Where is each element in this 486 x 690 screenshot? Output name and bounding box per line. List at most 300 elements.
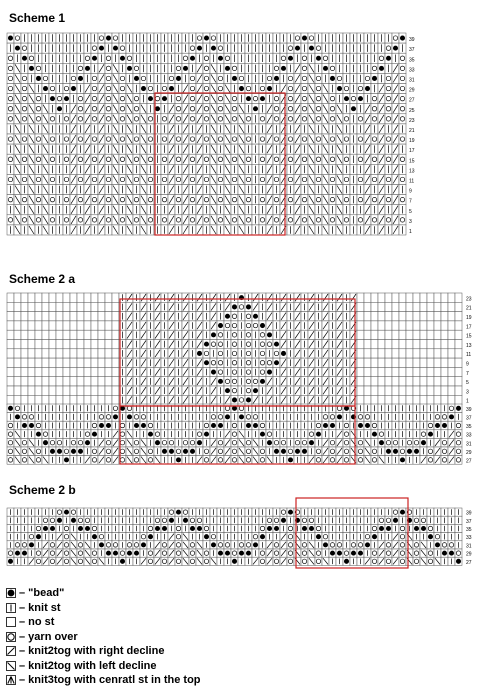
chart-cell [168, 330, 175, 339]
chart-cell [196, 293, 203, 302]
chart-cell [42, 225, 49, 235]
chart-cell [371, 421, 378, 430]
chart-cell [252, 154, 259, 164]
chart-cell [266, 104, 273, 114]
chart-cell [189, 404, 196, 413]
chart-cell [203, 114, 210, 124]
chart-cell [343, 73, 350, 83]
chart-cell [77, 367, 84, 376]
chart-cell [210, 312, 217, 321]
chart-cell [273, 293, 280, 302]
chart-cell [238, 557, 245, 565]
chart-cell [315, 215, 322, 225]
chart-cell [329, 349, 336, 358]
chart-cell [420, 508, 427, 516]
chart-cell [245, 395, 252, 404]
scheme-2a-upper-grid [7, 293, 462, 405]
chart-cell [126, 330, 133, 339]
chart-cell [147, 302, 154, 311]
chart-cell [21, 549, 28, 557]
chart-cell [49, 421, 56, 430]
chart-cell [259, 358, 266, 367]
chart-cell [357, 154, 364, 164]
chart-cell [371, 524, 378, 532]
scheme-1-row-number: 13 [409, 168, 415, 175]
chart-cell [168, 508, 175, 516]
chart-cell [56, 195, 63, 205]
scheme-1-row-number: 21 [409, 127, 415, 134]
chart-cell [217, 84, 224, 94]
chart-cell [259, 33, 266, 43]
legend-label: – knit3tog with cenratl st in the top [19, 674, 201, 687]
chart-cell [252, 63, 259, 73]
chart-cell [77, 321, 84, 330]
chart-cell [84, 144, 91, 154]
chart-cell [357, 421, 364, 430]
chart-cell [322, 33, 329, 43]
chart-cell [168, 321, 175, 330]
chart-cell [441, 312, 448, 321]
chart-cell [378, 312, 385, 321]
chart-cell [49, 215, 56, 225]
chart-cell [231, 321, 238, 330]
chart-cell [224, 533, 231, 541]
chart-cell [147, 541, 154, 549]
chart-cell [14, 185, 21, 195]
chart-cell [70, 508, 77, 516]
chart-cell [70, 174, 77, 184]
chart-cell [35, 215, 42, 225]
chart-cell [357, 205, 364, 215]
chart-cell [245, 438, 252, 447]
chart-cell [224, 195, 231, 205]
chart-cell [126, 541, 133, 549]
chart-cell [77, 456, 84, 465]
chart-cell [77, 340, 84, 349]
chart-cell [105, 330, 112, 339]
chart-cell [280, 174, 287, 184]
scheme-1-row-number: 27 [409, 97, 415, 104]
chart-cell [420, 349, 427, 358]
chart-cell [77, 302, 84, 311]
chart-cell [336, 154, 343, 164]
chart-cell [42, 124, 49, 134]
chart-cell [105, 104, 112, 114]
chart-cell [399, 43, 406, 53]
chart-cell [329, 302, 336, 311]
chart-cell [168, 358, 175, 367]
chart-cell [168, 413, 175, 422]
chart-cell [28, 195, 35, 205]
chart-cell [427, 330, 434, 339]
chart-cell [364, 438, 371, 447]
chart-cell [259, 421, 266, 430]
chart-cell [126, 404, 133, 413]
chart-cell [224, 63, 231, 73]
chart-cell [175, 321, 182, 330]
chart-cell [7, 63, 14, 73]
chart-cell [14, 94, 21, 104]
chart-cell [259, 349, 266, 358]
chart-cell [413, 367, 420, 376]
chart-cell [63, 358, 70, 367]
chart-cell [49, 164, 56, 174]
chart-cell [420, 302, 427, 311]
chart-cell [77, 215, 84, 225]
chart-cell [238, 302, 245, 311]
chart-cell [420, 321, 427, 330]
chart-cell [147, 358, 154, 367]
chart-cell [189, 293, 196, 302]
chart-cell [112, 386, 119, 395]
chart-cell [315, 541, 322, 549]
chart-cell [49, 114, 56, 124]
chart-cell [84, 195, 91, 205]
chart-cell [98, 404, 105, 413]
chart-cell [455, 395, 462, 404]
chart-cell [364, 124, 371, 134]
chart-cell [161, 349, 168, 358]
chart-cell [189, 533, 196, 541]
chart-cell [301, 164, 308, 174]
chart-cell [28, 185, 35, 195]
chart-cell [273, 154, 280, 164]
chart-cell [182, 367, 189, 376]
chart-cell [84, 164, 91, 174]
chart-cell [315, 395, 322, 404]
chart-cell [301, 430, 308, 439]
chart-cell [98, 302, 105, 311]
chart-cell [224, 225, 231, 235]
chart-cell [455, 516, 462, 524]
chart-cell [238, 321, 245, 330]
chart-cell [203, 63, 210, 73]
chart-cell [280, 124, 287, 134]
chart-cell [448, 395, 455, 404]
chart-cell [350, 549, 357, 557]
chart-cell [238, 516, 245, 524]
chart-cell [322, 225, 329, 235]
chart-cell [322, 104, 329, 114]
chart-cell [154, 367, 161, 376]
chart-cell [273, 185, 280, 195]
chart-cell [357, 312, 364, 321]
chart-cell [315, 508, 322, 516]
chart-cell [154, 549, 161, 557]
chart-cell [154, 293, 161, 302]
chart-cell [182, 73, 189, 83]
chart-cell [203, 438, 210, 447]
chart-cell [336, 516, 343, 524]
chart-cell [161, 413, 168, 422]
chart-cell [231, 84, 238, 94]
chart-cell [322, 144, 329, 154]
chart-cell [147, 377, 154, 386]
chart-cell [399, 386, 406, 395]
chart-cell [63, 404, 70, 413]
chart-cell [350, 84, 357, 94]
chart-cell [70, 367, 77, 376]
chart-cell [350, 430, 357, 439]
chart-cell [161, 367, 168, 376]
chart-cell [427, 321, 434, 330]
chart-cell [280, 302, 287, 311]
chart-cell [133, 349, 140, 358]
chart-cell [84, 447, 91, 456]
chart-cell [210, 94, 217, 104]
chart-cell [35, 340, 42, 349]
chart-cell [70, 430, 77, 439]
chart-cell [168, 63, 175, 73]
chart-cell [308, 94, 315, 104]
chart-cell [441, 377, 448, 386]
chart-cell [203, 195, 210, 205]
chart-cell [294, 533, 301, 541]
chart-cell [196, 185, 203, 195]
chart-cell [196, 430, 203, 439]
chart-cell [56, 349, 63, 358]
chart-cell [119, 164, 126, 174]
chart-cell [224, 94, 231, 104]
chart-cell [56, 524, 63, 532]
chart-cell [336, 312, 343, 321]
chart-cell [7, 195, 14, 205]
chart-cell [336, 524, 343, 532]
chart-cell [168, 114, 175, 124]
chart-cell [371, 340, 378, 349]
chart-cell [196, 377, 203, 386]
chart-cell [294, 302, 301, 311]
chart-cell [105, 533, 112, 541]
chart-cell [133, 185, 140, 195]
chart-cell [364, 63, 371, 73]
chart-cell [224, 358, 231, 367]
chart-cell [287, 53, 294, 63]
chart-cell [406, 395, 413, 404]
chart-cell [182, 94, 189, 104]
chart-cell [112, 43, 119, 53]
chart-cell [35, 330, 42, 339]
chart-cell [287, 302, 294, 311]
chart-cell [49, 33, 56, 43]
chart-cell [28, 430, 35, 439]
chart-cell [427, 430, 434, 439]
chart-cell [315, 104, 322, 114]
chart-cell [245, 557, 252, 565]
chart-cell [357, 321, 364, 330]
chart-cell [406, 541, 413, 549]
chart-cell [315, 185, 322, 195]
chart-cell [28, 349, 35, 358]
chart-cell [105, 340, 112, 349]
chart-cell [56, 134, 63, 144]
chart-cell [126, 508, 133, 516]
chart-cell [273, 377, 280, 386]
chart-cell [455, 312, 462, 321]
chart-cell [49, 430, 56, 439]
chart-cell [252, 386, 259, 395]
chart-cell [350, 358, 357, 367]
chart-cell [406, 549, 413, 557]
chart-cell [406, 447, 413, 456]
chart-cell [7, 134, 14, 144]
chart-cell [161, 73, 168, 83]
chart-cell [84, 533, 91, 541]
chart-cell [28, 549, 35, 557]
chart-cell [49, 349, 56, 358]
chart-cell [133, 225, 140, 235]
chart-cell [175, 302, 182, 311]
scheme-1-row-number: 25 [409, 107, 415, 114]
chart-cell [161, 144, 168, 154]
chart-cell [84, 84, 91, 94]
chart-cell [28, 421, 35, 430]
chart-cell [294, 358, 301, 367]
chart-cell [182, 421, 189, 430]
chart-cell [70, 349, 77, 358]
chart-cell [455, 330, 462, 339]
chart-cell [21, 516, 28, 524]
chart-cell [441, 358, 448, 367]
chart-cell [133, 33, 140, 43]
chart-cell [189, 330, 196, 339]
chart-cell [329, 321, 336, 330]
chart-cell [189, 524, 196, 532]
chart-cell [189, 154, 196, 164]
chart-cell [126, 43, 133, 53]
chart-cell [266, 533, 273, 541]
chart-cell [343, 312, 350, 321]
chart-cell [7, 94, 14, 104]
chart-cell [329, 215, 336, 225]
chart-cell [273, 430, 280, 439]
chart-cell [315, 330, 322, 339]
chart-cell [210, 508, 217, 516]
chart-cell [217, 421, 224, 430]
chart-cell [84, 438, 91, 447]
chart-cell [203, 94, 210, 104]
chart-cell [21, 73, 28, 83]
chart-cell [63, 63, 70, 73]
chart-cell [105, 134, 112, 144]
chart-cell [182, 377, 189, 386]
chart-cell [350, 447, 357, 456]
chart-cell [287, 195, 294, 205]
chart-cell [42, 174, 49, 184]
chart-cell [28, 516, 35, 524]
chart-cell [35, 413, 42, 422]
chart-cell [252, 33, 259, 43]
chart-cell [98, 154, 105, 164]
chart-cell [259, 533, 266, 541]
chart-cell [126, 358, 133, 367]
chart-cell [119, 33, 126, 43]
chart-cell [259, 215, 266, 225]
chart-cell [91, 557, 98, 565]
chart-cell [245, 386, 252, 395]
chart-cell [364, 541, 371, 549]
chart-cell [266, 185, 273, 195]
chart-cell [84, 524, 91, 532]
chart-cell [70, 321, 77, 330]
chart-cell [385, 84, 392, 94]
chart-cell [154, 430, 161, 439]
scheme-2a-row-number: 13 [466, 342, 472, 349]
chart-cell [147, 413, 154, 422]
chart-cell [364, 215, 371, 225]
chart-cell [357, 395, 364, 404]
chart-cell [399, 73, 406, 83]
chart-cell [98, 349, 105, 358]
chart-cell [266, 293, 273, 302]
chart-cell [392, 321, 399, 330]
chart-cell [315, 195, 322, 205]
chart-cell [266, 124, 273, 134]
chart-cell [196, 53, 203, 63]
chart-cell [56, 185, 63, 195]
chart-cell [21, 438, 28, 447]
chart-cell [56, 367, 63, 376]
chart-cell [315, 134, 322, 144]
chart-cell [98, 395, 105, 404]
chart-cell [196, 349, 203, 358]
chart-cell [385, 404, 392, 413]
chart-cell [175, 312, 182, 321]
chart-cell [210, 438, 217, 447]
chart-cell [182, 53, 189, 63]
chart-cell [175, 349, 182, 358]
chart-cell [378, 104, 385, 114]
chart-cell [35, 549, 42, 557]
chart-cell [98, 53, 105, 63]
chart-cell [28, 438, 35, 447]
chart-cell [371, 114, 378, 124]
chart-cell [315, 340, 322, 349]
chart-cell [42, 63, 49, 73]
chart-cell [21, 144, 28, 154]
chart-cell [301, 185, 308, 195]
chart-cell [210, 386, 217, 395]
chart-cell [245, 185, 252, 195]
chart-cell [399, 134, 406, 144]
chart-cell [392, 386, 399, 395]
chart-cell [252, 549, 259, 557]
chart-cell [378, 508, 385, 516]
chart-cell [63, 541, 70, 549]
chart-cell [21, 524, 28, 532]
chart-cell [329, 174, 336, 184]
chart-cell [266, 154, 273, 164]
chart-cell [378, 395, 385, 404]
chart-cell [42, 447, 49, 456]
chart-cell [42, 438, 49, 447]
chart-cell [56, 404, 63, 413]
chart-cell [21, 94, 28, 104]
chart-cell [371, 144, 378, 154]
chart-cell [329, 413, 336, 422]
chart-cell [301, 330, 308, 339]
chart-cell [161, 63, 168, 73]
chart-cell [399, 293, 406, 302]
chart-cell [378, 73, 385, 83]
chart-cell [42, 53, 49, 63]
chart-cell [308, 413, 315, 422]
chart-cell [14, 215, 21, 225]
chart-cell [322, 533, 329, 541]
chart-cell [336, 104, 343, 114]
chart-cell [273, 312, 280, 321]
chart-cell [98, 195, 105, 205]
